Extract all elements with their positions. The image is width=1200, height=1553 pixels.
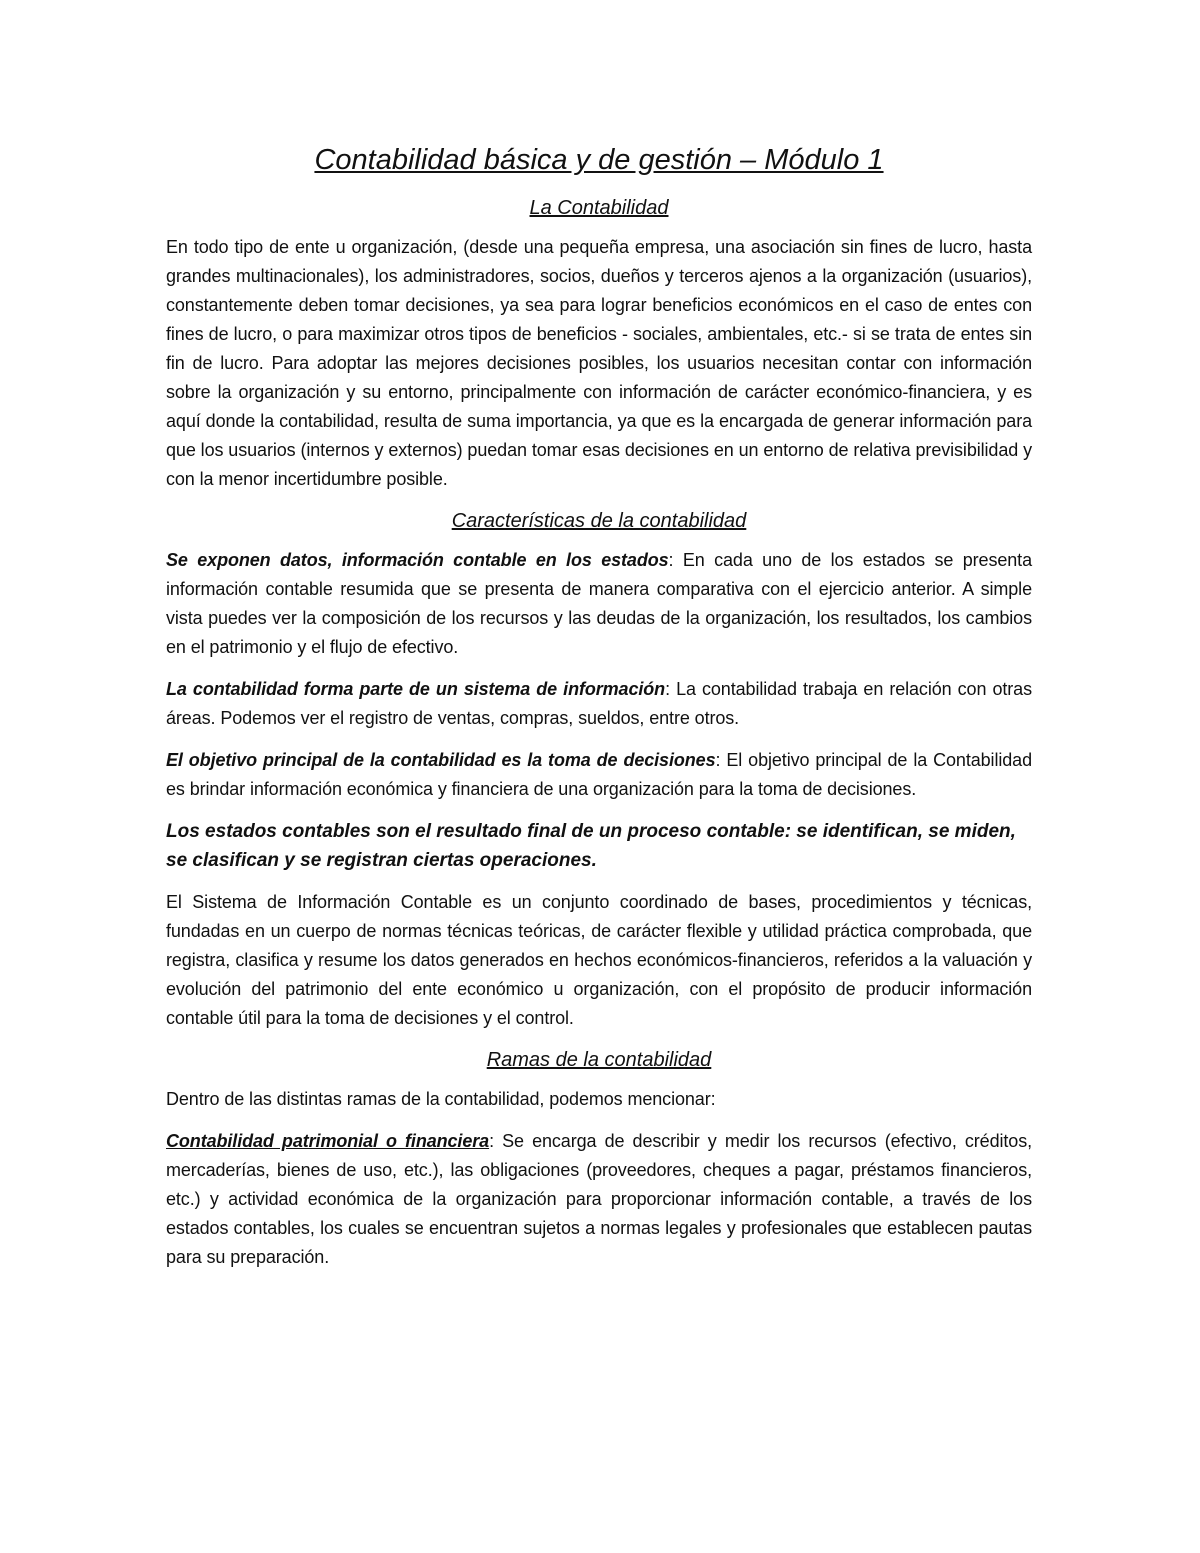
paragraph-caracteristica-3 — [166, 746, 1032, 804]
paragraph-contabilidad-patrimonial — [166, 1127, 1032, 1272]
paragraph-sistema-informacion: El Sistema de Información Contable es un conjunto coordinado de bases, procedimientos y técnicas, fundadas en un cuerpo de normas técnicas teóricas, de carácter flexible y utilidad práctica comprobada, que registra, clasifica y resume los datos generados en hechos económicos-financieros, referidos a la valuación y evolución del patrimonio del ente económico u organización, con el propósito de producir información contable útil para la toma de decisiones y el control. — [166, 892, 1032, 1028]
caracteristica-1-lead: Se exponen datos, información contable en los estados — [166, 550, 669, 570]
paragraph-caracteristica-2 — [166, 675, 1032, 733]
document-title: Contabilidad básica y de gestión – Módulo 1 — [314, 144, 884, 176]
heading-la-contabilidad: La Contabilidad — [529, 197, 669, 219]
caracteristica-1-text: : En cada uno de los estados se presenta información contable resumida que se presenta de manera comparativa con el ejercicio anterior. A simple vista puedes ver la composición de los recursos y las deudas de la organización, los resultados, los cambios en el patrimonio y el flujo de efectivo. — [166, 550, 1032, 657]
document-page — [166, 140, 1032, 1285]
caracteristica-3-lead: El objetivo principal de la contabilidad es la toma de decisiones — [166, 750, 716, 770]
caracteristica-2-lead: La contabilidad forma parte de un sistema de información — [166, 679, 666, 699]
caracteristica-3-text: : El objetivo principal de la Contabilidad es brindar información económica y financiera de una organización para la toma de decisiones. — [166, 750, 1032, 799]
contabilidad-patrimonial-text: : Se encarga de describir y medir los recursos (efectivo, créditos, mercaderías, bienes de uso, etc.), las obligaciones (proveedores, cheques a pagar, préstamos financieros, etc.) y actividad económica de la organización para proporcionar información contable, a través de los estados contables, los cuales se encuentran sujetos a normas legales y profesionales que establecen pautas para su preparación. — [166, 1131, 1033, 1267]
caracteristica-2-text: : La contabilidad trabaja en relación con otras áreas. Podemos ver el registro de ventas, compras, sueldos, entre otros. — [166, 679, 1032, 728]
paragraph-la-contabilidad: En todo tipo de ente u organización, (desde una pequeña empresa, una asociación sin fines de lucro, hasta grandes multinacionales), los administradores, socios, dueños y terceros ajenos a la organización (usuarios), constantemente deben tomar decisiones, ya sea para lograr beneficios económicos en el caso de entes con fines de lucro, o para maximizar otros tipos de beneficios - sociales, ambientales, etc.- si se trata de entes sin fin de lucro. Para adoptar las mejores decisiones posibles, los usuarios necesitan contar con información sobre la organización y su entorno, principalmente con información de carácter económico-financiera, y es aquí donde la contabilidad, resulta de suma importancia, ya que es la encargada de generar información para que los usuarios (internos y externos) puedan tomar esas decisiones en un entorno de relativa previsibilidad y con la menor incertidumbre posible. — [166, 237, 1032, 489]
paragraph-ramas-intro: Dentro de las distintas ramas de la contabilidad, podemos mencionar: — [166, 1089, 716, 1109]
heading-ramas: Ramas de la contabilidad — [486, 1049, 712, 1071]
heading-caracteristicas: Características de la contabilidad — [451, 510, 747, 532]
contabilidad-patrimonial-lead: Contabilidad patrimonial o financiera — [166, 1131, 490, 1151]
paragraph-caracteristica-1 — [166, 546, 1032, 662]
paragraph-estados-contables: Los estados contables son el resultado final de un proceso contable: se identifican, se miden, se clasifican y se registran ciertas operaciones. — [166, 821, 1016, 871]
